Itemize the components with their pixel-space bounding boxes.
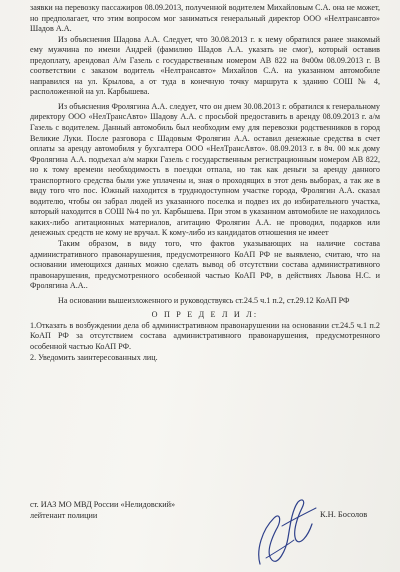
paragraph-shadov-explanation: Из объяснения Шадова А.А. Следует, что 30.08.2013 г. к нему обратился ранее знакомый ему мужчина по имени Андрей (фамилию Шадов А.А. указать не смог), который оставив предоплату, арендовал А/м Газель с государственным номером АВ 822 на 8ч00м 08.09.2013 г. В соответствии с заказом водитель «Нелтрансавто» Михайлов С.А. на указанном автомобиле направился на ул. Крылова, а от туда в конечную точку маршрута к зданию СОШ № 4, расположенной на ул. Карбышева. — [30, 34, 380, 97]
paragraph-frolyagin-explanation: Из объяснения Фролягина А.А. следует, что он днем 30.08.2013 г. обратился к генеральному директору ООО «НелТрансАвто» Шадову А.А. с просьбой предоставить в аренду 08.09.2013 г. а/м Газель с водителем. Данный автомобиль был необходим ему для перевозки родственников в город Великие Луки. После разговора с Шадовым Фролягин А.А. оставил денежные средства в счет оплаты за аренду автомобиля у бухгалтера ООО «НелТрансАвто». 08.09.2013 г. в 8ч. 00 м.к дому Фролягина А.А. подъехал а/м марки Газель с государственным регистрационным номером АВ 822, но к тому времени необходимость в поездки отпала, но так как деньги за аренду данного транспортного средства были уже уплачены и, зная о проходящих в этот день выборах, а так же в виду того что пос. Южный находится в труднодоступном участке города, Фролягин А.А. сказал водителю, чтобы он забрал людей из указанного поселка и подвез их до избирательного участка, который находится в СОШ №4 по ул. Карбышева. При этом в указанном автомобиле не находилось каких-либо агитационных материалов, агитацию Фролягин А.А. не проводил, подарков или денежных средств не кому не вручал. К кому-либо из кандидатов отношения не имеет — [30, 101, 380, 238]
document-body — [30, 3, 380, 363]
handwritten-signature — [252, 480, 322, 570]
signatory-position — [30, 499, 175, 521]
signatory-name: К.Н. Босолов — [320, 510, 368, 519]
decision-heading: О П Р Е Д Е Л И Л: — [151, 310, 259, 320]
signatory-position-line2: лейтенант полиции — [30, 511, 98, 520]
paragraph-continuation: заявки на перевозку пассажиров 08.09.2013, полученной водителем Михайловым С.А. она не может, но предполагает, что этим вопросом мог заниматься генеральный директор ООО «Нелтрансавто» Шадов А.А. — [30, 3, 380, 34]
paragraph-legal-basis: На основании вышеизложенного и руководствуясь ст.24.5 ч.1 п.2, ст.29.12 КоАП РФ — [58, 295, 350, 305]
decision-item-2: 2. Уведомить заинтересованных лиц. — [30, 352, 158, 362]
paragraph-conclusion: Таким образом, в виду того, что фактов указывающих на наличие состава административного правонарушения, предусмотренного КоАП РФ не выявлено, считаю, что на основании имеющихся данных можно сделать вывод об отсутствии состава административного правонарушения, предусмотренного особенной частью КоАП РФ, в действиях Львова Н.С. и Фролягина А.А.. — [30, 239, 380, 291]
decision-item-1: 1.Отказать в возбуждении дела об административном правонарушении на основании ст.24.5 ч.1 п.2 КоАП РФ за отсутствием состава административного правонарушения, предусмотренного особенной частью КоАП РФ. — [30, 320, 380, 351]
signatory-position-line1: ст. ИАЗ МО МВД России «Нелидовский» — [30, 500, 176, 509]
